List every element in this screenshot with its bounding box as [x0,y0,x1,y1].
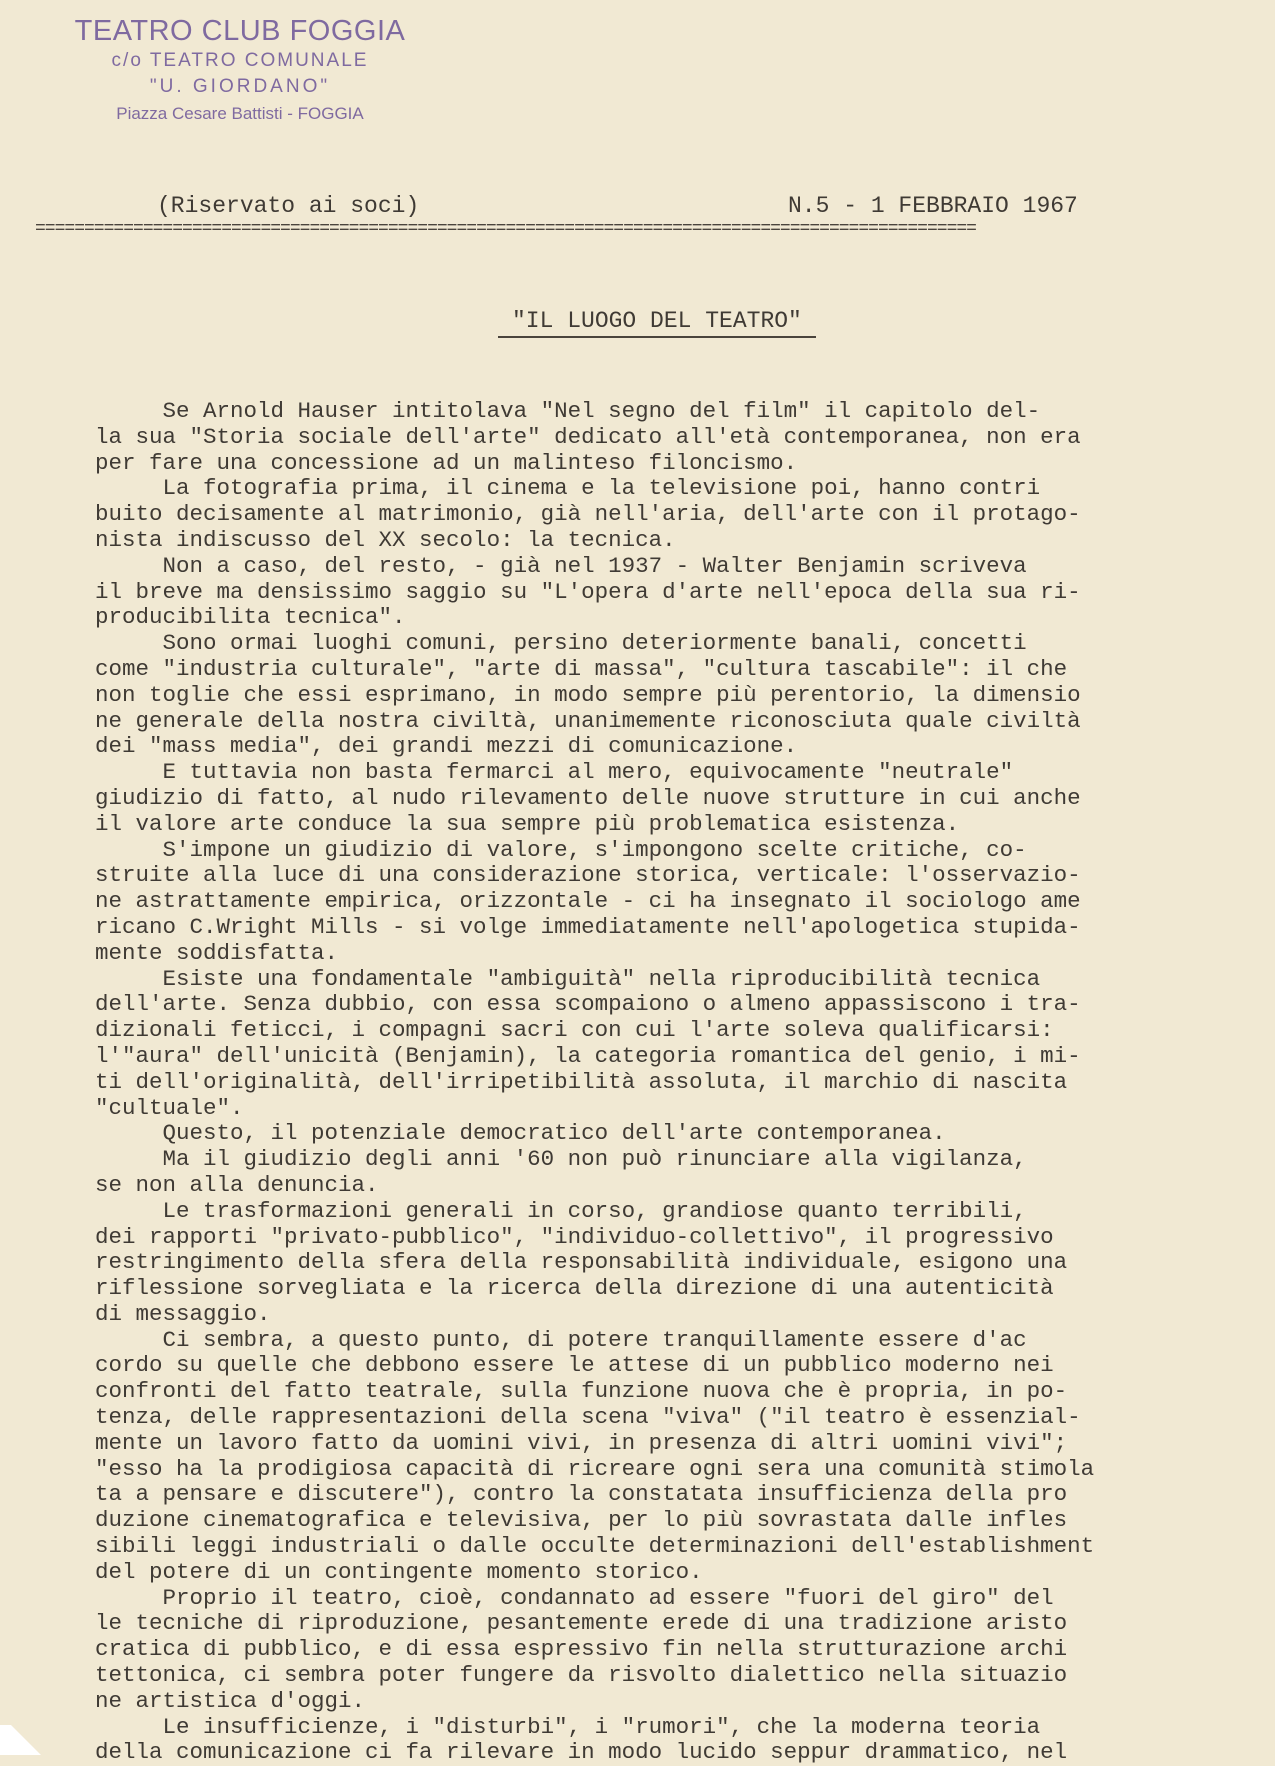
text-line: giudizio di fatto, al nudo rilevamento delle nuove strutture in cui anche [95,785,1081,811]
text-line: cratica di pubblico, e di essa espressivo fin nella strutturazione archi [95,1637,1068,1663]
text-line: restringimento della sfera della responsabilità individuale, esigono una [95,1250,1068,1276]
text-line: dell'arte. Senza dubbio, con essa scompaiono o almeno appassiscono i tra- [95,992,1081,1018]
text-line: dizionali feticci, i compagni sacri con cui l'arte soleva qualificarsi: [95,1018,1054,1044]
stamp-address: Piazza Cesare Battisti - FOGGIA [116,104,364,123]
text-line: nista indiscusso del XX secolo: la tecnica. [95,527,676,553]
text-line: non toglie che essi esprimano, in modo sempre più perentorio, la dimensio [95,682,1081,708]
text-line: ne artistica d'oggi. [95,1688,366,1714]
article-title: "IL LUOGO DEL TEATRO" [498,308,816,338]
text-line: di messaggio. [95,1301,271,1327]
text-line: sibili leggi industriali o dalle occulte determinazioni dell'establishment [95,1534,1095,1560]
text-line: Questo, il potenziale democratico dell'arte contemporanea. [95,1121,946,1147]
text-line: Ci sembra, a questo punto, di potere tranquillamente essere d'ac [95,1327,1027,1353]
page-corner [0,1725,60,1755]
text-line: mente un lavoro fatto da uomini vivi, in presenza di altri uomini vivi"; [95,1430,1068,1456]
header-rule: ================================================================================================ [35,222,976,236]
text-line: come "industria culturale", "arte di massa", "cultura tascabile": il che [95,656,1068,682]
text-line: Sono ormai luoghi comuni, persino deteriormente banali, concetti [95,631,1027,657]
text-line: duzione cinematografica e televisiva, per lo più sovrastata dalle infles [95,1508,1068,1534]
text-line: Le insufficienze, i "disturbi", i "rumori", che la moderna teoria [95,1714,1041,1740]
text-line: Ma il giudizio degli anni '60 non può rinunciare alla vigilanza, [95,1147,1027,1173]
text-line: S'impone un giudizio di valore, s'impongono scelte critiche, co- [95,837,1027,863]
stamp-theatre-name: "U. GIORDANO" [149,76,331,97]
text-line: dei rapporti "privato-pubblico", "individuo-collettivo", il progressivo [95,1224,1054,1250]
text-line: Le trasformazioni generali in corso, grandiose quanto terribili, [95,1198,1027,1224]
text-line: ti dell'originalità, dell'irripetibilità assoluta, il marchio di nascita [95,1069,1068,1095]
text-line: buito decisamente al matrimonio, già nell'aria, dell'arte con il protago- [95,502,1081,528]
text-line: ricano C.Wright Mills - si volge immediatamente nell'apologetica stupida- [95,914,1081,940]
text-line: La fotografia prima, il cinema e la televisione poi, hanno contri [95,476,1041,502]
text-line: Esiste una fondamentale "ambiguità" nella riproducibilità tecnica [95,966,1041,992]
text-line: Proprio il teatro, cioè, condannato ad essere "fuori del giro" del [95,1585,1054,1611]
text-line: "esso ha la prodigiosa capacità di ricreare ogni sera una comunità stimola [95,1456,1095,1482]
stamp-club-name: TEATRO CLUB FOGGIA [74,15,406,47]
reserved-note: (Riservato ai soci) [157,193,420,219]
issue-date: N.5 - 1 FEBBRAIO 1967 [788,193,1078,219]
text-line: confronti del fatto teatrale, sulla funzione nuova che è propria, in po- [95,1379,1068,1405]
stamp-care-of: c/o TEATRO COMUNALE [111,50,369,71]
text-line: ne generale della nostra civiltà, unanimemente riconosciuta quale civiltà [95,708,1081,734]
letterhead-stamp [60,14,420,128]
text-line: tettonica, ci sembra poter fungere da risvolto dialettico nella situazio [95,1663,1068,1689]
text-line: tenza, delle rappresentazioni della scena "viva" ("il teatro è essenzial- [95,1405,1081,1431]
text-line: "cultuale". [95,1095,244,1121]
text-line: struite alla luce di una considerazione storica, verticale: l'osservazio- [95,863,1081,889]
text-line: cordo su quelle che debbono essere le attese di un pubblico moderno nei [95,1353,1054,1379]
text-line: mente soddisfatta. [95,940,339,966]
text-line: E tuttavia non basta fermarci al mero, equivocamente "neutrale" [95,760,1014,786]
text-line: l'"aura" dell'unicità (Benjamin), la categoria romantica del genio, i mi- [95,1043,1081,1069]
text-line: del potere di un contingente momento storico. [95,1559,703,1585]
text-line: Se Arnold Hauser intitolava "Nel segno del film" il capitolo del- [95,399,1041,424]
text-line: della comunicazione ci fa rilevare in modo lucido seppur drammatico, nel [95,1740,1068,1766]
text-line: se non alla denuncia. [95,1172,379,1198]
text-line: Non a caso, del resto, - già nel 1937 - Walter Benjamin scriveva [95,553,1027,579]
text-line: il valore arte conduce la sua sempre più problematica esistenza. [95,811,960,837]
text-line: riflessione sorvegliata e la ricerca della direzione di una autenticità [95,1276,1054,1302]
text-line: ta a pensare e discutere"), contro la constatata insufficienza della pro [95,1482,1068,1508]
text-line: ne astrattamente empirica, orizzontale - ci ha insegnato il sociologo ame [95,889,1081,915]
text-line: producibilita tecnica". [95,605,406,631]
text-line: il breve ma densissimo saggio su "L'opera d'arte nell'epoca della sua ri- [95,579,1081,605]
text-line: dei "mass media", dei grandi mezzi di comunicazione. [95,734,798,760]
article-body [95,399,1235,1766]
text-line: le tecniche di riproduzione, pesantemente erede di una tradizione aristo [95,1611,1068,1637]
text-line: la sua "Storia sociale dell'arte" dedicato all'età contemporanea, non era [95,424,1081,450]
text-line: per fare una concessione ad un malinteso filoncismo. [95,450,798,476]
